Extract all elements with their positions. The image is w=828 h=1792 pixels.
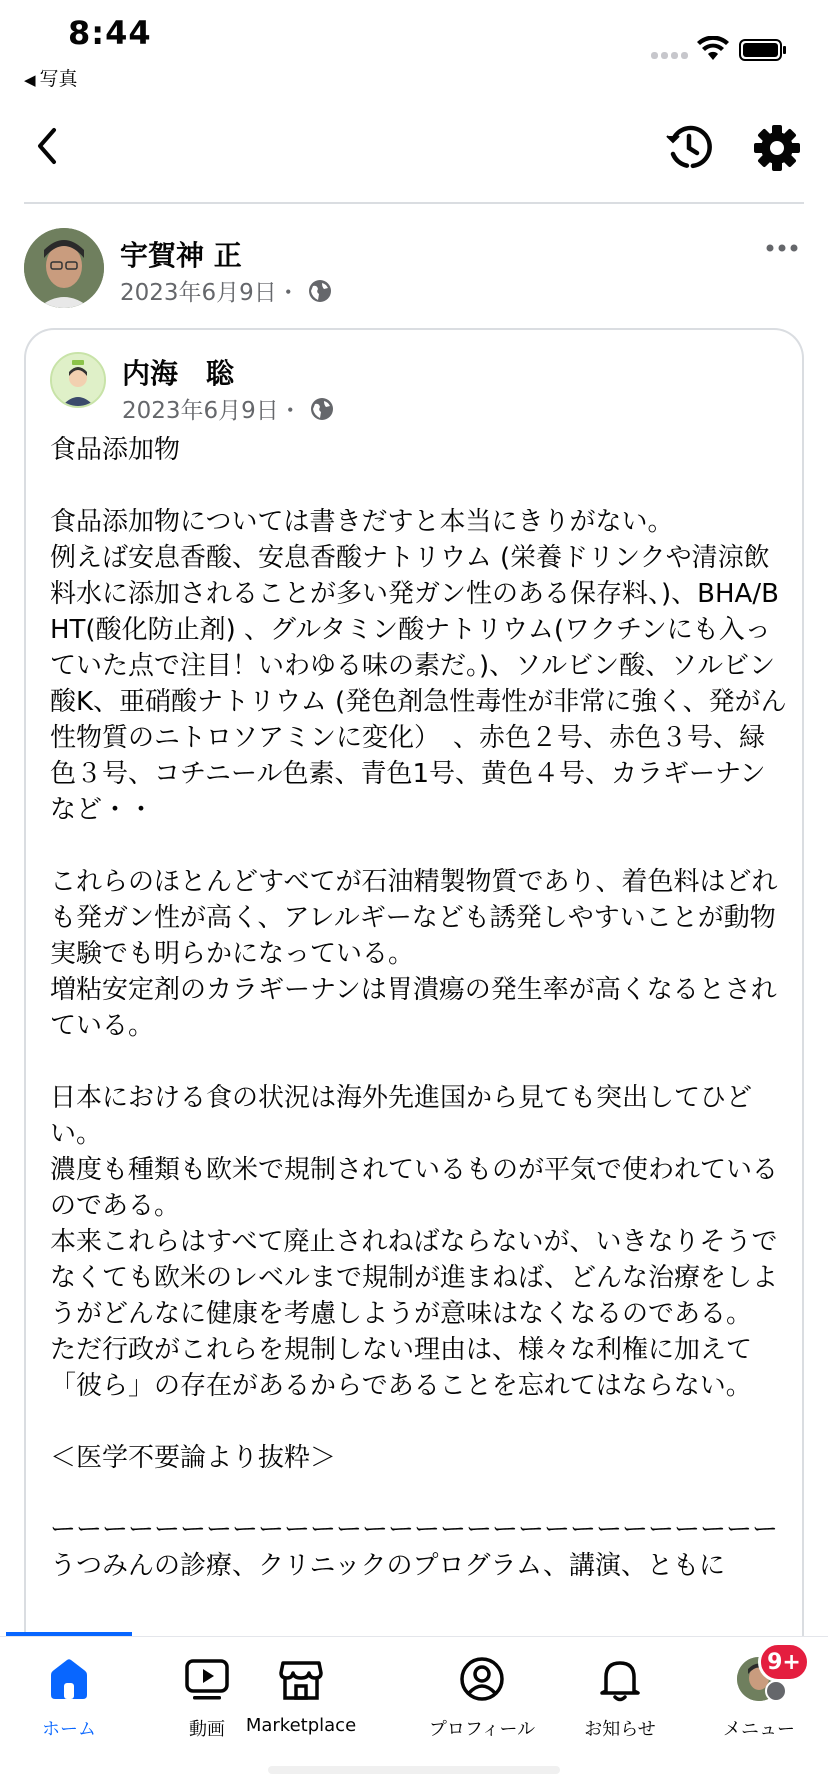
author-avatar[interactable] [24, 228, 104, 308]
more-options-icon[interactable] [765, 238, 799, 258]
tab-notifications-label: お知らせ [584, 1719, 656, 1740]
back-triangle-icon: ◀ [24, 71, 36, 89]
gear-button[interactable] [753, 124, 801, 172]
tab-marketplace-label: Marketplace [245, 1715, 357, 1736]
home-indicator [268, 1766, 560, 1774]
back-app-label: 写真 [39, 68, 78, 90]
signal-icon [651, 52, 691, 62]
globe-icon [308, 279, 332, 303]
tab-profile[interactable] [413, 1637, 551, 1757]
profile-icon [458, 1655, 506, 1703]
shared-author-avatar[interactable] [50, 352, 106, 408]
author-name[interactable]: 宇賀神 正 [120, 239, 242, 272]
back-button[interactable] [30, 122, 64, 170]
globe-icon [310, 397, 334, 421]
history-button[interactable] [664, 122, 714, 172]
post-meta [120, 274, 332, 307]
tab-video-label: 動画 [189, 1719, 225, 1740]
video-icon [183, 1655, 231, 1703]
tab-marketplace[interactable] [232, 1637, 370, 1757]
cartoon-avatar-icon [52, 354, 104, 406]
home-icon [45, 1655, 93, 1703]
tab-menu-label: メニュー [723, 1719, 795, 1740]
status-bar [0, 0, 828, 90]
tab-home[interactable] [0, 1637, 138, 1757]
shared-post-date: 2023年6月9日・ [122, 398, 302, 424]
battery-icon [739, 38, 787, 62]
tab-profile-label: プロフィール [428, 1719, 536, 1740]
shared-author-name[interactable]: 内海 聡 [122, 357, 235, 390]
back-to-app-link[interactable] [24, 64, 78, 91]
status-time: 8:44 [68, 14, 152, 52]
header-divider [24, 202, 804, 204]
tab-home-label: ホーム [42, 1719, 96, 1740]
marketplace-icon [277, 1655, 325, 1703]
post-date: 2023年6月9日・ [120, 280, 300, 306]
shared-post-meta [122, 392, 334, 425]
wifi-icon [696, 36, 730, 62]
tab-notifications[interactable] [551, 1637, 689, 1757]
post-body-text: 食品添加物 食品添加物については書きだすと本当にきりがない。 例えば安息香酸、安息香酸ナトリウム (栄養ドリンクや清涼飲料水に添加されることが多い発ガン性のある保存料、)、BHA/BHT(酸化防止剤) 、グルタミン酸ナトリウム(ワクチンにも入っていた点で注目！いわゆる味の素だ。)、ソルビン酸、ソルビン酸K、亜硝酸ナトリウム (発色剤急性毒性が非常に強く、発がん性物質のニトロソアミンに変化） 、赤色２号、赤色３号、緑色３号、コチニール色素、青色1号、黄色４号、カラギーナンなど・・ これらのほとんどすべてが石油精製物質であり、着色料はどれも発ガン性が高く、アレルギーなども誘発しやすいことが動物実験でも明らかになっている。 増粘安定剤のカラギーナンは胃潰瘍の発生率が高くなるとされている。 日本における食の状況は海外先進国から見ても突出してひどい。 濃度も種類も欧米で規制されているものが平気で使われているのである。 本来これらはすべて廃止されねばならないが、いきなりそうでなくても欧米のレベルまで規制が進まねば、どんな治療をしようがどんなに健康を考慮しようが意味はなくなるのである。 ただ行政がこれらを規制しない理由は、様々な利権に加えて「彼ら」の存在があるからであることを忘れてはならない。 ＜医学不要論より抜粋＞ ーーーーーーーーーーーーーーーーーーーーーーーーーーーー うつみんの診療、クリニックのプログラム、講演、ともに [50, 435, 787, 1581]
bell-icon [596, 1655, 644, 1703]
menu-lines-icon [765, 1680, 787, 1702]
person-photo-icon [24, 228, 104, 308]
notification-badge: 9+ [758, 1642, 810, 1682]
